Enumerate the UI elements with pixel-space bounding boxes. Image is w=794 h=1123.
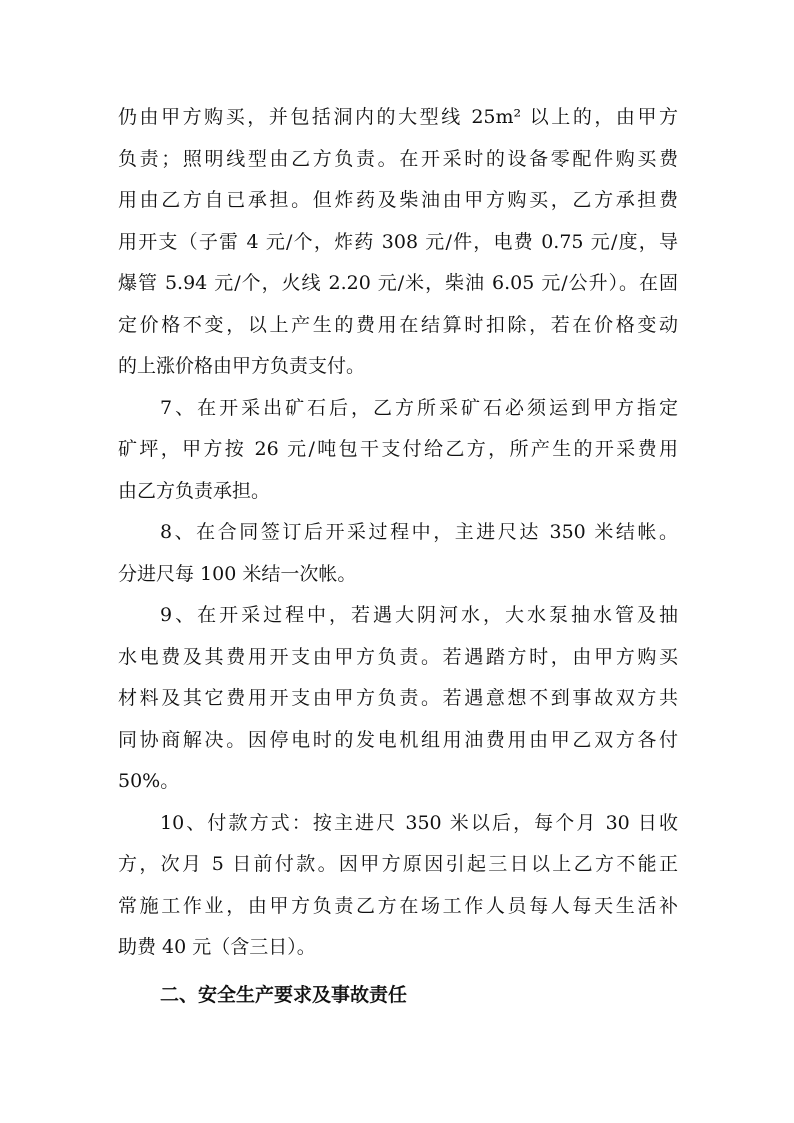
clause-7-line: 7、在开采出矿石后，乙方所采矿石必须运到甲方指定 [160,396,678,419]
text-line: 助费 40 元（含三日）。 [118,936,316,958]
text-line: 定价格不变，以上产生的费用在结算时扣除，若在价格变动 [118,313,678,336]
clause-8-line: 8、在合同签订后开采过程中，主进尺达 350 米结帐。 [160,521,678,543]
text-line: 由乙方负责承担。 [118,479,271,502]
text-line: 用由乙方自已承担。但炸药及柴油由甲方购买，乙方承担费 [118,189,678,211]
text-line: 同协商解决。因停电时的发电机组用油费用由甲乙双方各付 [118,728,678,751]
clause-10-line: 10、付款方式：按主进尺 350 米以后，每个月 30 日收 [160,811,678,834]
section-heading: 二、安全生产要求及事故责任 [160,984,408,1006]
text-line: 水电费及其费用开支由甲方负责。若遇踏方时，由甲方购买 [118,645,678,668]
clause-9-line: 9、在开采过程中，若遇大阴河水，大水泵抽水管及抽 [160,604,678,626]
text-line: 的上涨价格由甲方负责支付。 [118,355,366,377]
text-line: 50%。 [118,770,180,792]
text-line: 仍由甲方购买，并包括洞内的大型线 25m² 以上的，由甲方 [118,106,678,128]
contract-text-body [118,97,678,969]
text-line: 材料及其它费用开支由甲方负责。若遇意想不到事故双方共 [118,687,678,709]
text-line: 常施工作业，由甲方负责乙方在场工作人员每人每天生活补 [118,894,678,917]
text-line: 用开支（子雷 4 元/个，炸药 308 元/件，电费 0.75 元/度，导 [118,230,678,253]
text-line: 矿坪，甲方按 26 元/吨包干支付给乙方，所产生的开采费用 [118,438,678,460]
text-line: 负责；照明线型由乙方负责。在开采时的设备零配件购买费 [118,147,678,170]
text-line: 分进尺每 100 米结一次帐。 [118,562,357,585]
text-line: 爆管 5.94 元/个，火线 2.20 元/米，柴油 6.05 元/公升）。在固 [118,272,678,294]
text-line: 方，次月 5 日前付款。因甲方原因引起三日以上乙方不能正 [118,853,678,875]
